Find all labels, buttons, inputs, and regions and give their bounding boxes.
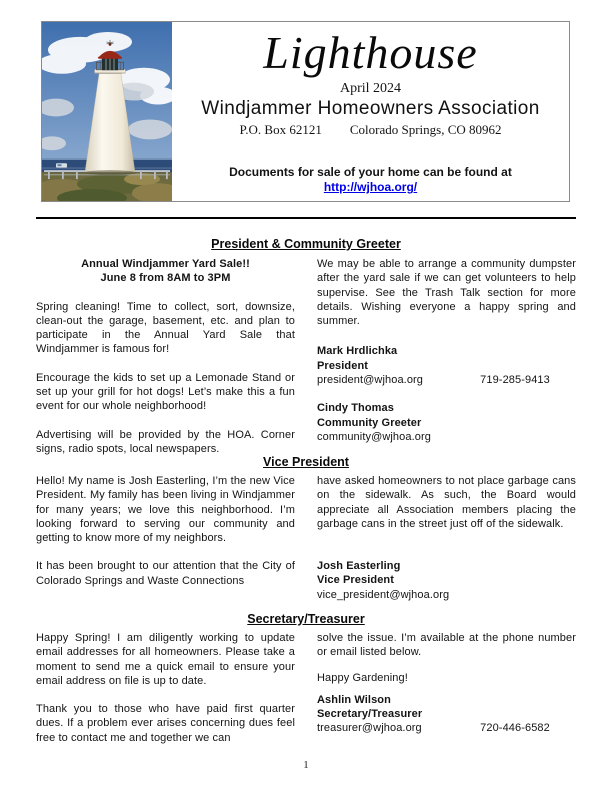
paragraph: have asked homeowners to not place garbage cans on the sidewalk. As such, the Board would appreciate all Association members placing the garbage cans in the street just off of the sidewalk. (317, 475, 576, 530)
contact-title: Community Greeter (317, 416, 422, 429)
paragraph: Spring cleaning! Time to collect, sort, downsize, clean-out the garage, basement, etc. and plan to participate in the Annual Yard Sale that Windjammer is famous for! (36, 300, 295, 356)
paragraph: We may be able to arrange a community dumpster after the yard sale if we can get volunteers to help supervise. See the Trash Talk section for more details. Wishing everyone a happy spring and summer. (317, 258, 576, 328)
contact-email: treasurer@wjhoa.org (317, 722, 422, 735)
section-vice-president (36, 474, 576, 602)
section-heading-vice-president: Vice President (263, 455, 349, 469)
org-name: Windjammer Homeowners Association (201, 98, 540, 119)
contact-block (317, 344, 576, 387)
paragraph: solve the issue. I’m available at the phone number or email listed below. (317, 632, 576, 659)
po-box: P.O. Box 62121 (239, 122, 322, 137)
paragraph: Advertising will be provided by the HOA. Corner signs, radio spots, local newspapers. (36, 428, 295, 455)
docs-link[interactable]: http://wjhoa.org/ (323, 180, 418, 194)
masthead (172, 22, 569, 201)
announcement-line2: June 8 from 8AM to 3PM (100, 272, 231, 285)
city-state-zip: Colorado Springs, CO 80962 (349, 122, 502, 137)
paragraph: Happy Spring! I am diligently working to update email addresses for all homeowners. Please take a moment to send me a quick email to ensure your email address on file is up to date. (36, 632, 295, 687)
contact-phone: 720-446-6582 (480, 722, 550, 735)
column-right (317, 474, 576, 602)
paragraph: Hello! My name is Josh Easterling, I’m the new Vice President. My family has been living in Windjammer for many years; we love this neighborhood. I’m looking forward to serving our community and getting to know more of my neighbors. (36, 475, 295, 545)
contact-name: Josh Easterling (317, 560, 401, 573)
lighthouse-photo-graphic (42, 22, 172, 201)
contact-line (317, 431, 477, 443)
section-heading-president: President & Community Greeter (211, 237, 401, 251)
column-left (36, 474, 295, 602)
contact-block (317, 559, 576, 602)
contact-name: Mark Hrdlichka (317, 345, 398, 358)
section-president (36, 257, 576, 456)
column-right (317, 257, 576, 456)
newsletter-title: Lighthouse (263, 27, 478, 78)
contact-block (317, 401, 576, 444)
contact-line (317, 722, 550, 734)
contact-email: vice_president@wjhoa.org (317, 588, 450, 601)
column-right (317, 631, 576, 745)
page-number: 1 (303, 759, 309, 771)
section-heading-secretary-treasurer: Secretary/Treasurer (247, 612, 365, 626)
contact-email: community@wjhoa.org (317, 430, 431, 443)
contact-line (317, 374, 550, 386)
column-left (36, 631, 295, 745)
lighthouse-photo (42, 22, 172, 201)
docs-note: Documents for sale of your home can be found at (229, 165, 512, 179)
contact-line (317, 589, 477, 601)
section-secretary-treasurer (36, 631, 576, 745)
contact-title: President (317, 359, 369, 372)
contact-title: Secretary/Treasurer (317, 708, 423, 721)
contact-title: Vice President (317, 574, 395, 587)
contact-phone: 719-285-9413 (480, 374, 550, 387)
contact-block (317, 693, 576, 736)
paragraph: Encourage the kids to set up a Lemonade Stand or set up your grill for hot dogs! Let’s make this a fun event for our whole neighborhood! (36, 371, 295, 413)
closing-line: Happy Gardening! (317, 671, 408, 684)
paragraph: Thank you to those who have paid first quarter dues. If a problem ever arises concerning dues feel free to contact me and together we can (36, 703, 295, 744)
announcement (36, 257, 295, 286)
org-address (239, 122, 501, 138)
header-rule (36, 217, 576, 219)
announcement-line1: Annual Windjammer Yard Sale!! (81, 258, 250, 270)
column-left (36, 257, 295, 456)
contact-name: Ashlin Wilson (317, 693, 391, 706)
paragraph: It has been brought to our attention that the City of Colorado Springs and Waste Connections (36, 560, 295, 587)
contact-email: president@wjhoa.org (317, 374, 424, 387)
issue-date: April 2024 (339, 81, 402, 96)
header-box (41, 21, 570, 202)
contact-name: Cindy Thomas (317, 402, 394, 415)
